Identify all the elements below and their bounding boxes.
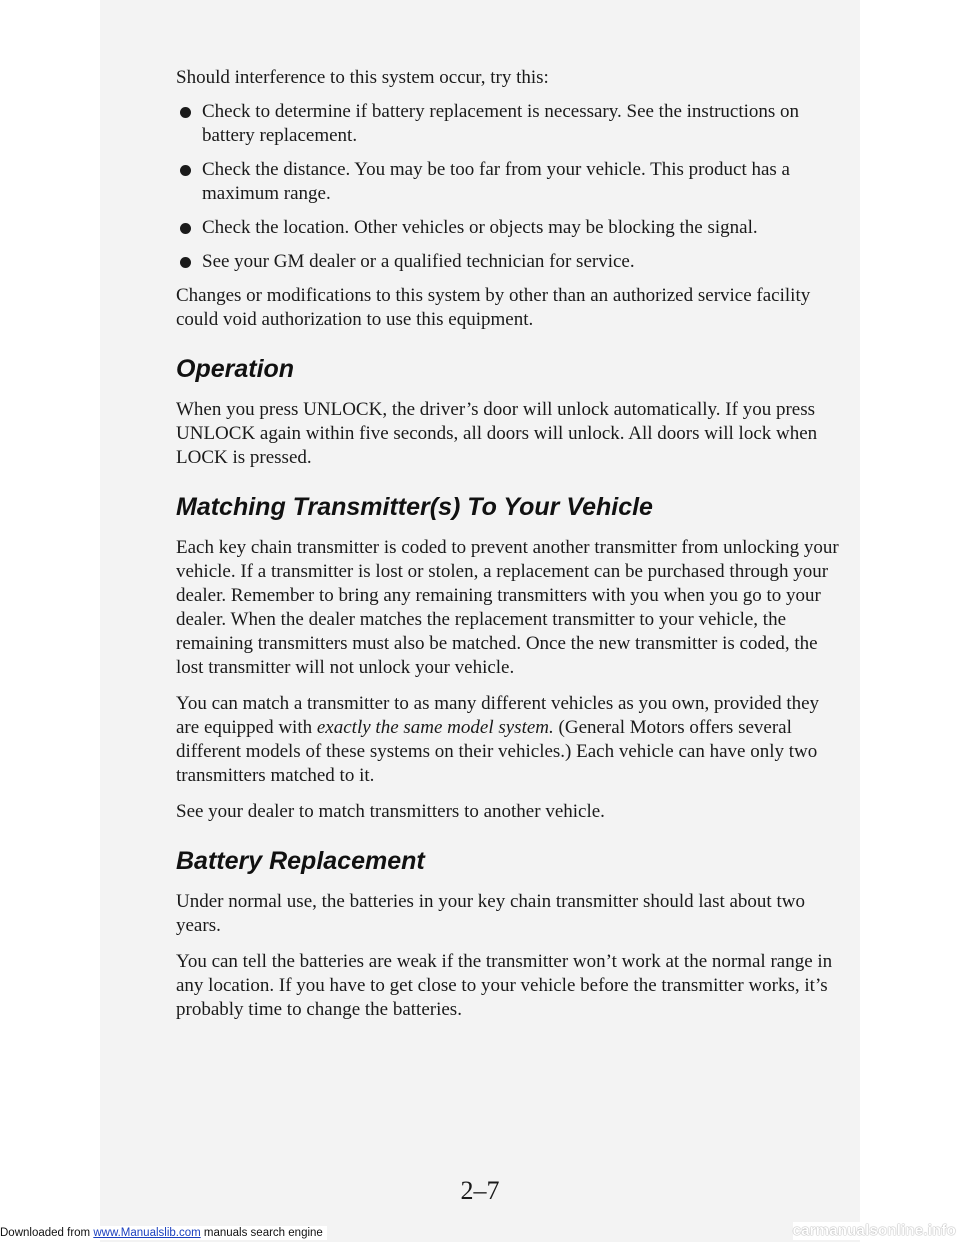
- battery-paragraph-2: You can tell the batteries are weak if the transmitter won’t work at the normal range in any location. If you have to get close to your vehicle before the transmitter works, it’s probably time to change the batteries.: [176, 951, 833, 1020]
- matching-paragraph-3: See your dealer to match transmitters to another vehicle.: [176, 801, 605, 822]
- bullet-icon: [180, 165, 191, 176]
- document-body: [176, 66, 844, 1034]
- list-item: Check the distance. You may be too far from your vehicle. This product has a maximum range.: [176, 158, 844, 206]
- bullet-icon: [180, 257, 191, 268]
- battery-heading: Battery Replacement: [176, 847, 425, 875]
- manualslib-link[interactable]: www.Manualslib.com: [93, 1227, 201, 1239]
- changes-paragraph: Changes or modifications to this system by other than an authorized service facility could void authorization to use this equipment.: [176, 285, 811, 330]
- operation-paragraph: When you press UNLOCK, the driver’s door will unlock automatically. If you press UNLOCK again within five seconds, all doors will unlock. All doors will lock when LOCK is pressed.: [176, 399, 818, 468]
- watermark-text: carmanualsonline.info: [792, 1222, 956, 1239]
- intro-text: Should interference to this system occur, try this:: [176, 67, 549, 88]
- matching-paragraph-1: Each key chain transmitter is coded to prevent another transmitter from unlocking your vehicle. If a transmitter is lost or stolen, a replacement can be purchased through your dealer. Remember to bring any remaining transmitters with you when you go to your dealer. When the dealer matches the replacement transmitter to your vehicle, the remaining transmitters must also be matched. Once the new transmitter is coded, the lost transmitter will not unlock your vehicle.: [176, 537, 839, 678]
- bullet-icon: [180, 223, 191, 234]
- troubleshooting-list: [176, 100, 844, 274]
- list-item: Check to determine if battery replacement is necessary. See the instructions on battery replacement.: [176, 100, 844, 148]
- matching-paragraph-2: You can match a transmitter to as many different vehicles as you own, provided they are equipped with exactly the same model system. (General Motors offers several different models of these systems on their vehicles.) Each vehicle can have only two transmitters matched to it.: [176, 693, 820, 786]
- operation-heading: Operation: [176, 355, 295, 383]
- matching-heading: Matching Transmitter(s) To Your Vehicle: [176, 493, 653, 521]
- list-item: Check the location. Other vehicles or objects may be blocking the signal.: [176, 216, 844, 240]
- bullet-icon: [180, 107, 191, 118]
- model-system-emphasis: exactly the same model system.: [316, 717, 554, 738]
- page-number: 2–7: [460, 1176, 500, 1205]
- list-item: See your GM dealer or a qualified technician for service.: [176, 250, 844, 274]
- battery-paragraph-1: Under normal use, the batteries in your key chain transmitter should last about two years.: [176, 891, 805, 936]
- download-footer: Downloaded from www.Manualslib.com manuals search engine: [0, 1226, 327, 1240]
